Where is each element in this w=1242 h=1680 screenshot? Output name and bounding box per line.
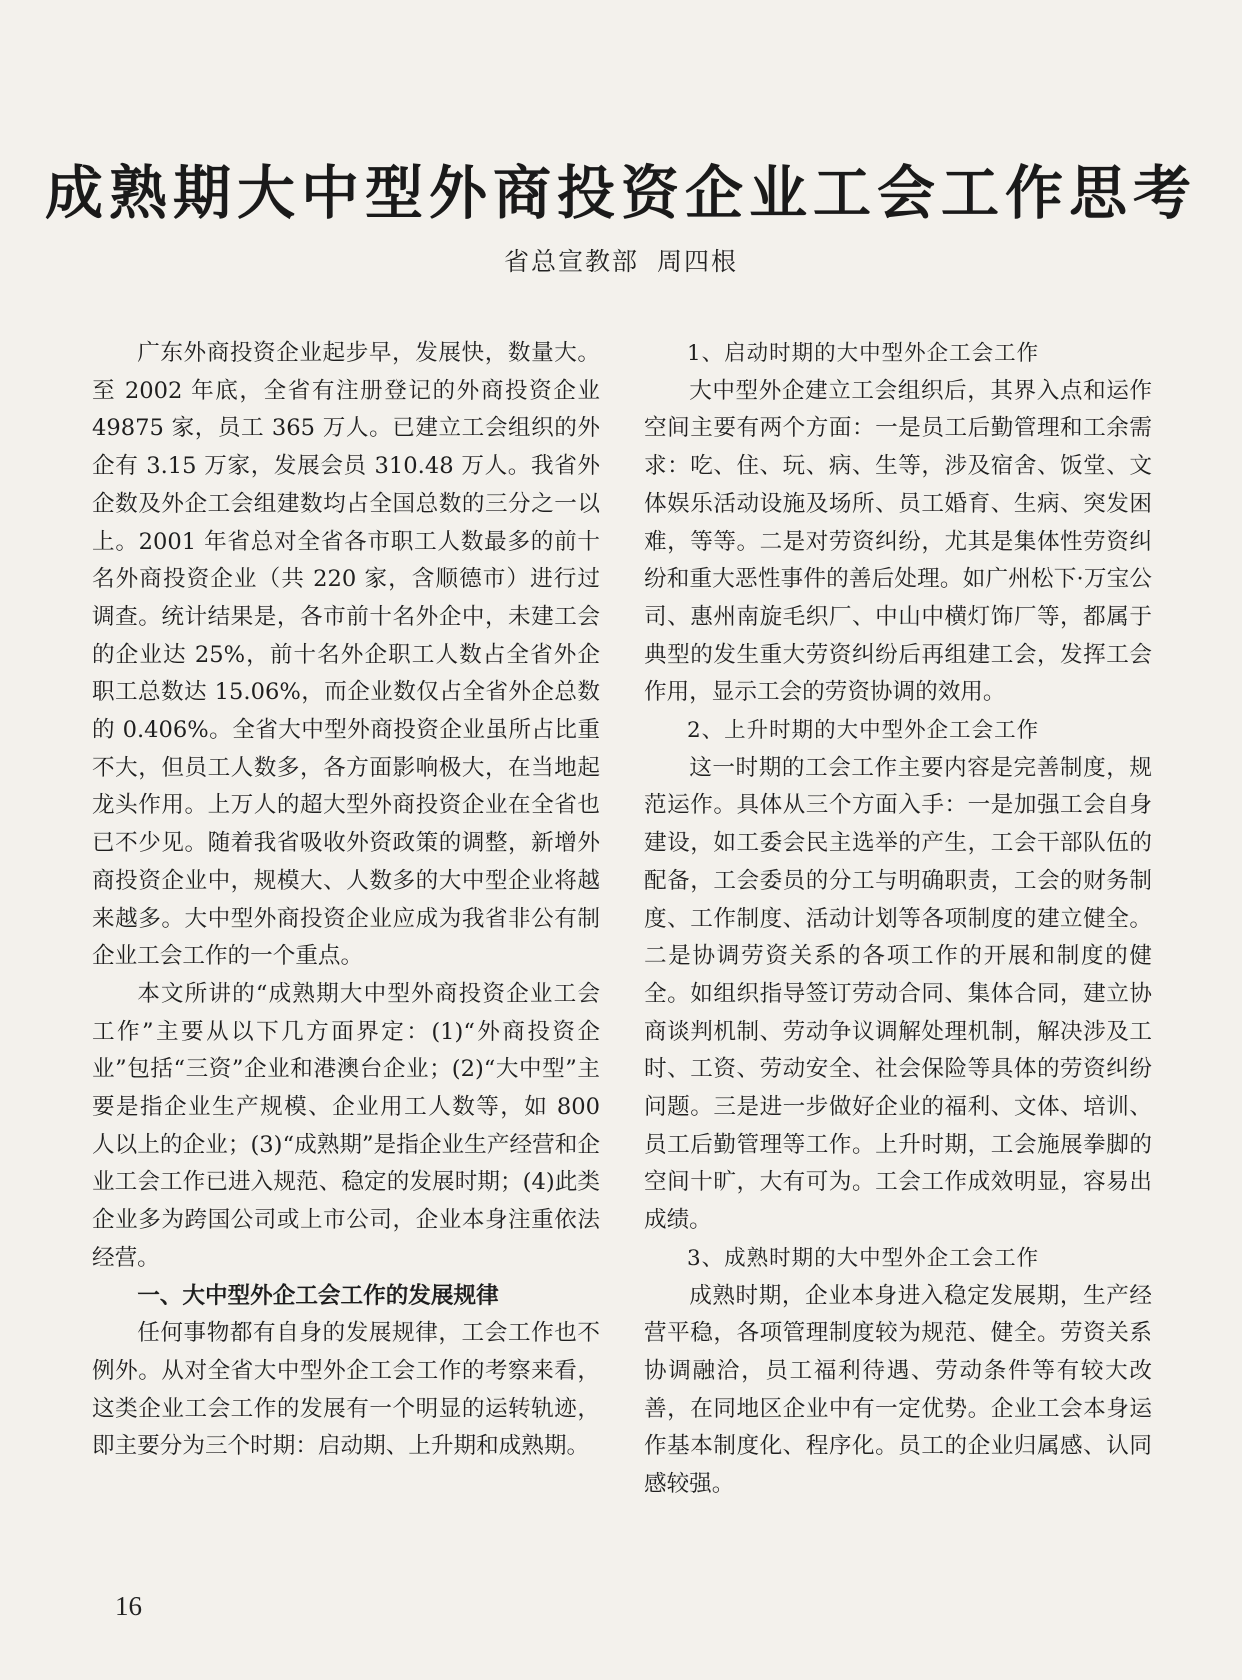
author-department: 省总宣教部 [503, 247, 639, 276]
paragraph: 任何事物都有自身的发展规律，工会工作也不例外。从对全省大中型外企工会工作的考察来看，这类企业工会工作的发展有一个明显的运转轨迹，即主要分为三个时期：启动期、上升期和成熟期。 [92, 1320, 600, 1460]
paragraph: 本文所讲的“成熟期大中型外商投资企业工会工作”主要从以下几方面界定：(1)“外商投资企业”包括“三资”企业和港澳台企业；(2)“大中型”主要是指企业生产规模、企业用工人数等，如 800 人以上的企业；(3)“成熟期”是指企业生产经营和企业工会工作已进入规范、稳定的发展时期；(4)此类企业多为跨国公司或上市公司，企业本身注重依法经营。 [92, 980, 600, 1271]
page-number: 16 [115, 1591, 142, 1621]
paragraph: 成熟时期，企业本身进入稳定发展期，生产经营平稳，各项管理制度较为规范、健全。劳资关系协调融洽，员工福利待遇、劳动条件等有较大改善，在同地区企业中有一定优势。企业工会本身运作基本制度化、程序化。员工的企业归属感、认同感较强。 [644, 1282, 1152, 1498]
paragraph: 大中型外企建立工会组织后，其界入点和运作空间主要有两个方面：一是员工后勤管理和工余需求：吃、住、玩、病、生等，涉及宿舍、饭堂、文体娱乐活动设施及场所、员工婚育、生病、突发困难，等等。二是对劳资纠纷，尤其是集体性劳资纠纷和重大恶性事件的善后处理。如广州松下·万宝公司、惠州南旋毛织厂、中山中横灯饰厂等，都属于典型的发生重大劳资纠纷后再组建工会，发挥工会作用，显示工会的劳资协调的效用。 [644, 377, 1152, 706]
right-column [644, 335, 1152, 1504]
left-column [92, 335, 600, 1466]
author-name: 周四根 [657, 247, 739, 276]
subsection-heading: 3、成熟时期的大中型外企工会工作 [687, 1245, 1040, 1271]
subsection-heading: 2、上升时期的大中型外企工会工作 [687, 718, 1040, 744]
paragraph: 这一时期的工会工作主要内容是完善制度，规范运作。具体从三个方面入手：一是加强工会自身建设，如工委会民主选举的产生，工会干部队伍的配备，工会委员的分工与明确职责，工会的财务制度、工作制度、活动计划等各项制度的建立健全。二是协调劳资关系的各项工作的开展和制度的健全。如组织指导签订劳动合同、集体合同，建立协商谈判机制、劳动争议调解处理机制，解决涉及工时、工资、劳动安全、社会保险等具体的劳资纠纷问题。三是进一步做好企业的福利、文体、培训、员工后勤管理等工作。上升时期，工会施展拳脚的空间十旷，大有可为。工会工作成效明显，容易出成绩。 [644, 754, 1152, 1234]
byline [0, 246, 1242, 278]
paragraph: 广东外商投资企业起步早，发展快，数量大。至 2002 年底，全省有注册登记的外商投资企业 49875 家，员工 365 万人。已建立工会组织的外企有 3.15 万家，发展会员 310.48 万人。我省外企数及外企工会组建数均占全国总数的三分之一以上。2001 年省总对全省各市职工人数最多的前十名外商投资企业（共 220 家，含顺德市）进行过调查。统计结果是，各市前十名外企中，未建工会的企业达 25%，前十名外企职工人数占全省外企职工总数达 15.06%，而企业数仅占全省外企总数的 0.406%。全省大中型外商投资企业虽所占比重不大，但员工人数多，各方面影响极大，在当地起龙头作用。上万人的超大型外商投资企业在全省也已不少见。随着我省吸收外资政策的调整，新增外商投资企业中，规模大、人数多的大中型企业将越来越多。大中型外商投资企业应成为我省非公有制企业工会工作的一个重点。 [92, 340, 600, 970]
subsection-heading: 1、启动时期的大中型外企工会工作 [687, 341, 1040, 366]
section-heading: 一、大中型外企工会工作的发展规律 [137, 1282, 499, 1309]
article-title: 成熟期大中型外商投资企业工会工作思考 [44, 159, 1197, 227]
